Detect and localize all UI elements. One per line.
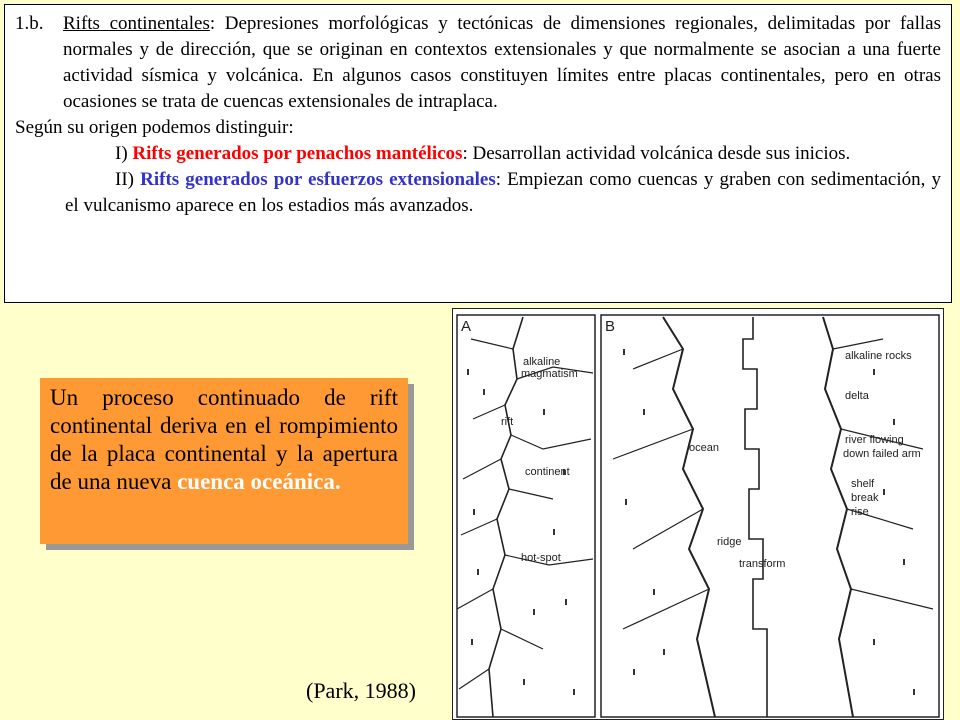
panel-b-frame <box>601 315 939 717</box>
section-number: 1.b. <box>15 13 44 34</box>
origin-intro: Según su origen podemos distinguir: <box>15 117 294 138</box>
branch-faults-b <box>613 339 933 629</box>
definition-text <box>63 11 941 115</box>
definition-box <box>4 4 952 303</box>
label-rift: rift <box>501 416 514 428</box>
type-1-name: Rifts generados por penachos mantélicos <box>132 143 463 164</box>
label-rise: rise <box>851 506 869 518</box>
callout-highlight: cuenca oceánica <box>177 469 335 494</box>
callout-text: Un proceso continuado de rift continental deriva en el rompimiento de la placa continental y la apertura de una nueva <box>50 385 398 494</box>
rift-figure <box>452 308 944 720</box>
label-delta: delta <box>845 390 869 402</box>
mid-ocean-ridge <box>743 317 767 717</box>
coastline-east <box>823 317 853 717</box>
panel-a-letter: A <box>461 318 472 335</box>
type-2-desc: : Empiezan como cuencas y graben con sedimentación, y el vulcanismo aparece en los estadios más avanzados. <box>65 169 941 216</box>
rift-type-1 <box>15 141 941 167</box>
rift-line-a <box>489 317 523 717</box>
dash-pattern-a <box>467 369 575 695</box>
type-2-name: Rifts generados por esfuerzos extensionales <box>140 169 496 190</box>
callout-box <box>40 378 408 544</box>
rifts-term: Rifts continentales <box>63 13 210 34</box>
definition-body: : Depresiones morfológicas y tectónicas de dimensiones regionales, delimitadas por fallas normales y de dirección, que se originan en contextos extensionales y que normalmente se asocian a una fuerte actividad sísmica y volcánica. En algunos casos constituyen límites entre placas continentales, pero en otras ocasiones se trata de cuencas extensionales de intraplaca. <box>63 13 941 112</box>
label-shelf: shelf <box>851 478 875 490</box>
label-magmatism: magmatism <box>521 368 578 380</box>
type-1-numeral: I) <box>115 143 128 164</box>
label-ocean: ocean <box>689 442 719 454</box>
type-1-desc: : Desarrollan actividad volcánica desde sus inicios. <box>462 143 851 164</box>
label-alkaline-rocks: alkaline rocks <box>845 350 912 362</box>
panel-b-letter: B <box>605 318 616 335</box>
label-ridge: ridge <box>717 536 742 548</box>
label-river-flowing: river flowing <box>845 434 904 446</box>
type-2-numeral: II) <box>115 169 134 190</box>
label-hot-spot: hot-spot <box>521 552 561 564</box>
definition-item <box>15 11 941 115</box>
branch-faults-a <box>457 339 593 689</box>
label-continent: continent <box>525 466 570 478</box>
rift-type-2 <box>15 167 941 219</box>
label-alkaline: alkaline <box>523 356 561 368</box>
rift-diagram <box>453 309 944 720</box>
dash-pattern-b <box>623 349 915 695</box>
citation: (Park, 1988) <box>306 678 416 703</box>
label-transform: transform <box>739 558 786 570</box>
label-break: break <box>851 492 879 504</box>
label-down-failed-arm: down failed arm <box>843 448 921 460</box>
callout-end: . <box>334 469 341 494</box>
